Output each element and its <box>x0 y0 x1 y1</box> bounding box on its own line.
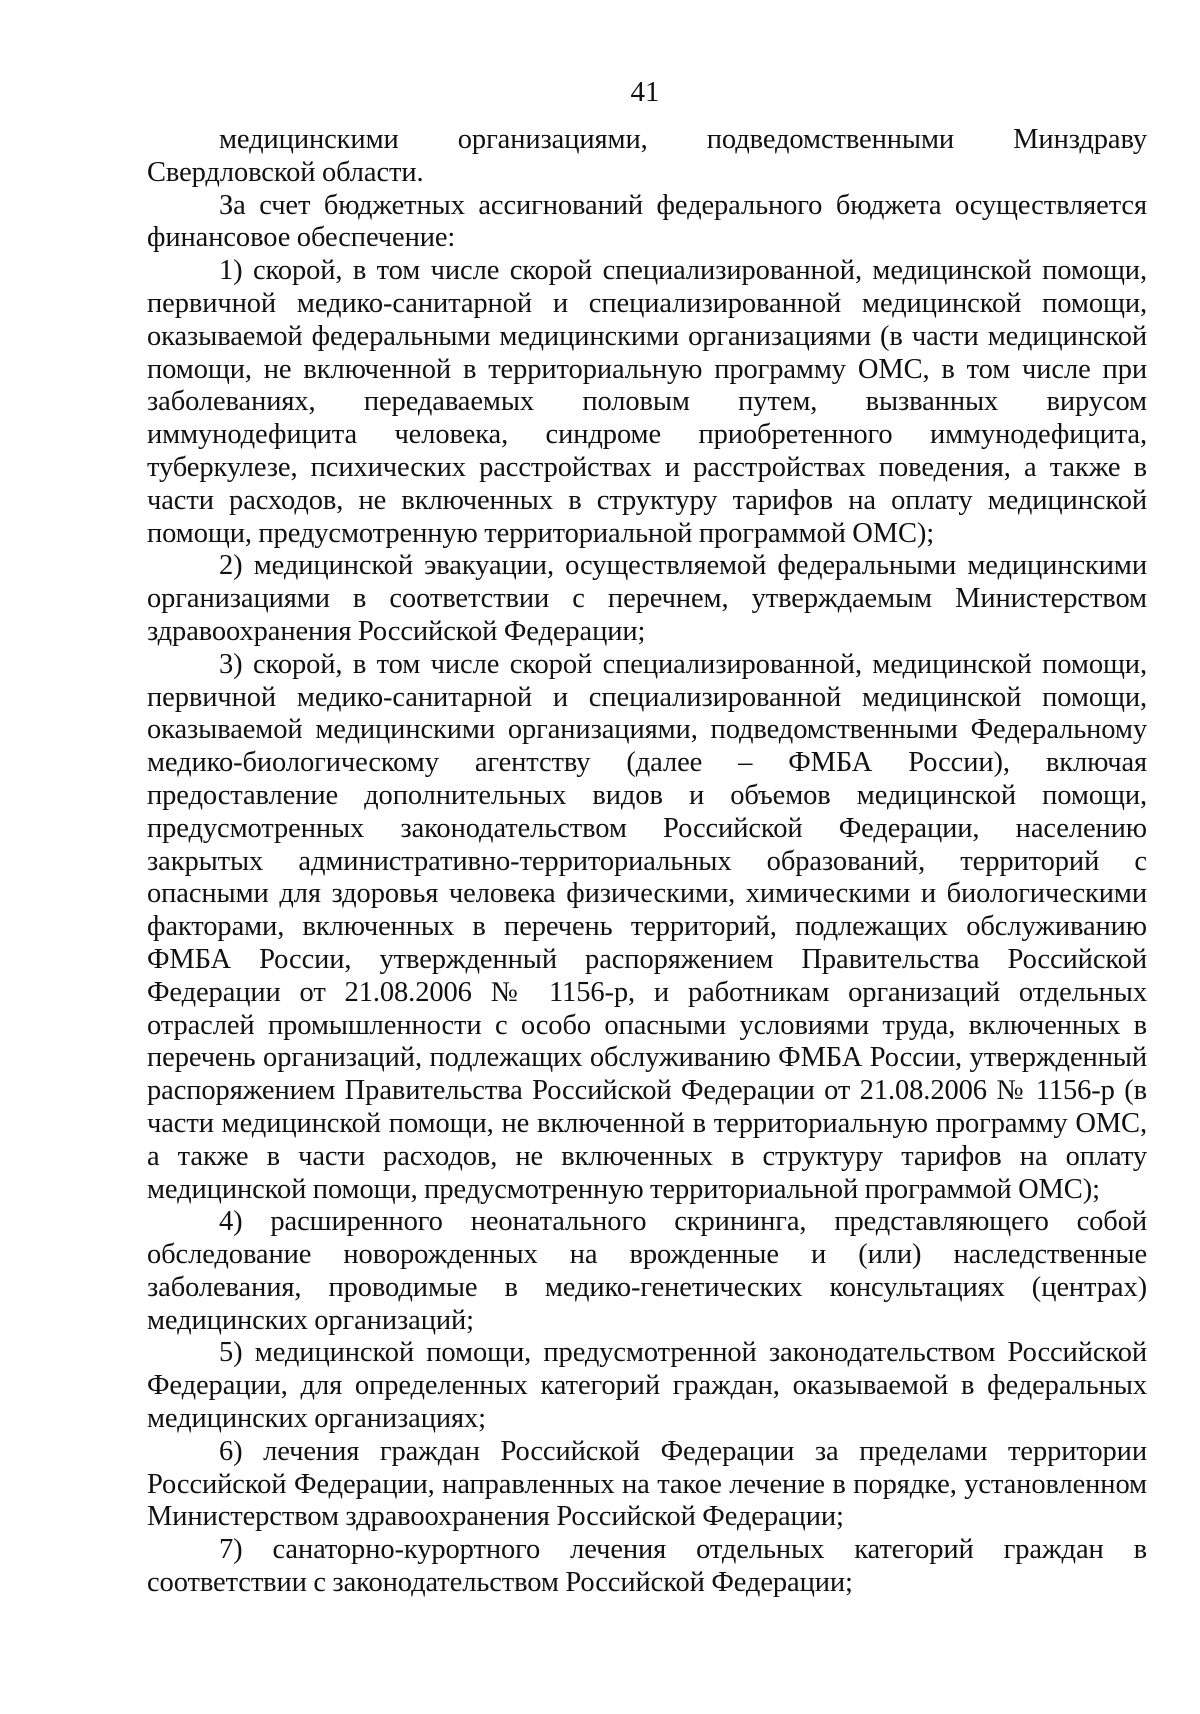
page-number: 41 <box>630 76 660 108</box>
document-body <box>147 124 1147 1600</box>
list-item-5: 5) медицинской помощи, предусмотренной законодательством Российской Федерации, для определенных категорий граждан, оказываемой в федеральных медицинских организациях; <box>147 1337 1147 1435</box>
list-item-3: 3) скорой, в том числе скорой специализированной, медицинской помощи, первичной медико-санитарной и специализированной медицинской помощи, оказываемой медицинскими организациями, подведомственными Федеральному медико-биологическому агентству (далее – ФМБА России), включая предоставление дополнительных видов и объемов медицинской помощи, предусмотренных законодательством Российской Федерации, населению закрытых административно-территориальных образований, территорий с опасными для здоровья человека физическими, химическими и биологическими факторами, включенных в перечень территорий, подлежащих обслуживанию ФМБА России, утвержденный распоряжением Правительства Российской Федерации от 21.08.2006 № 1156-р, и работникам организаций отдельных отраслей промышленности с особо опасными условиями труда, включенных в перечень организаций, подлежащих обслуживанию ФМБА России, утвержденный распоряжением Правительства Российской Федерации от 21.08.2006 № 1156-р (в части медицинской помощи, не включенной в территориальную программу ОМС, а также в части расходов, не включенных в структуру тарифов на оплату медицинской помощи, предусмотренную территориальной программой ОМС); <box>147 648 1147 1205</box>
list-item-6: 6) лечения граждан Российской Федерации за пределами территории Российской Федерации, направленных на такое лечение в порядке, установленном Министерством здравоохранения Российской Федерации; <box>147 1435 1147 1533</box>
paragraph-continuation: медицинскими организациями, подведомственными Минздраву Свердловской области. <box>147 124 1147 188</box>
list-item-1: 1) скорой, в том числе скорой специализированной, медицинской помощи, первичной медико-санитарной и специализированной медицинской помощи, оказываемой федеральными медицинскими организациями (в части медицинской помощи, не включенной в территориальную программу ОМС, в том числе при заболеваниях, передаваемых половым путем, вызванных вирусом иммунодефицита человека, синдроме приобретенного иммунодефицита, туберкулезе, психических расстройствах и расстройствах поведения, а также в части расходов, не включенных в структуру тарифов на оплату медицинской помощи, предусмотренную территориальной программой ОМС); <box>147 255 1147 549</box>
paragraph-intro: За счет бюджетных ассигнований федерального бюджета осуществляется финансовое обеспечение: <box>147 189 1147 254</box>
list-item-4: 4) расширенного неонатального скрининга, представляющего собой обследование новорожденных на врожденные и (или) наследственные заболевания, проводимые в медико-генетических консультациях (центрах) медицинских организаций; <box>147 1206 1147 1336</box>
list-item-7: 7) санаторно-курортного лечения отдельных категорий граждан в соответствии с законодательством Российской Федерации; <box>147 1534 1147 1599</box>
list-item-2: 2) медицинской эвакуации, осуществляемой федеральными медицинскими организациями в соответствии с перечнем, утверждаемым Министерством здравоохранения Российской Федерации; <box>147 550 1147 647</box>
